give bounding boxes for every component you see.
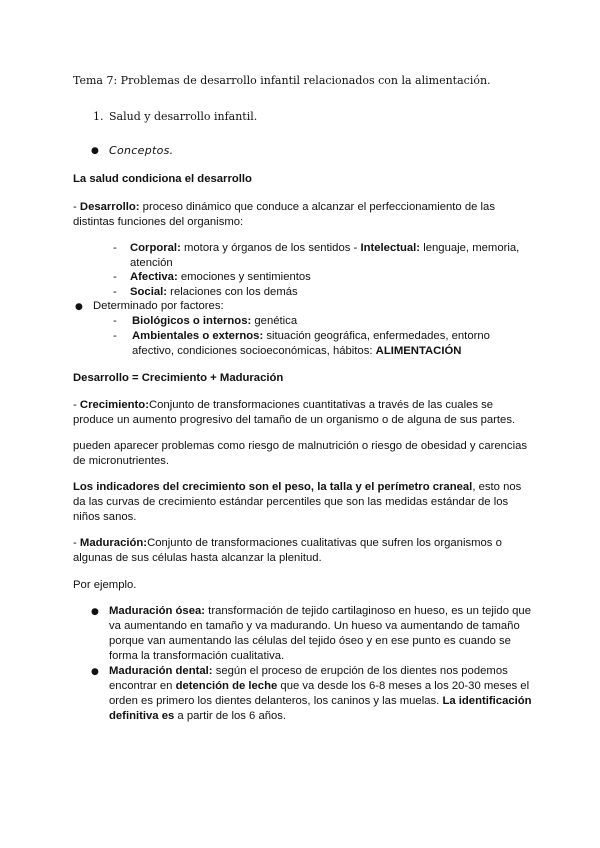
desarrollo-label: Desarrollo: [79, 201, 140, 213]
problemas-line1: pueden aparecer problemas como riesgo de malnutrición o riesgo de obesidad y carencias [73, 440, 528, 452]
example-dental-line2 [109, 678, 529, 694]
example-osea-line4: forma la transformación cualitativa. [109, 650, 285, 662]
dev-item-label: Social: [130, 286, 168, 298]
example-bullet-icon: ● [91, 607, 99, 617]
indicadores-rest: , esto nos [472, 481, 522, 493]
concepts-heading: Conceptos. [109, 144, 174, 157]
factor-cont-bold: ALIMENTACIÓN [375, 345, 462, 357]
dev-item-text: motora y órganos de los sentidos - [180, 242, 361, 254]
crecimiento-text1: Conjunto de transformaciones cuantitativas a través de las cuales se [148, 399, 494, 411]
example-dental-line3 [109, 693, 532, 709]
example-text: que va desde los 6-8 meses a los 20-30 meses el [277, 680, 530, 692]
dev-item-text: relaciones con los demás [167, 286, 298, 298]
indicadores-line3: niños sanos. [73, 511, 137, 523]
dev-item-corporal [130, 240, 519, 256]
dev-item-cont: atención [130, 257, 173, 269]
indicadores-line1 [73, 479, 521, 495]
dev-item-marker: - [113, 271, 117, 283]
desarrollo-line1 [73, 199, 495, 215]
factor-text: genética [251, 315, 298, 327]
crecimiento-label: Crecimiento: [79, 399, 149, 411]
indicadores-bold: Los indicadores del crecimiento son el peso, la talla y el perímetro craneal [73, 481, 473, 493]
dev-item-afectiva [130, 269, 311, 285]
example-text: transformación de tejido cartilaginoso en hueso, es un tejido que [205, 605, 531, 617]
crecimiento-line1 [73, 397, 493, 413]
maduracion-line2: algunas de sus células hasta alcanzar la plenitud. [73, 552, 322, 564]
heading-salud: La salud condiciona el desarrollo [73, 173, 252, 185]
dev-item-marker: - [113, 286, 117, 298]
crecimiento-line2: produce un aumento progresivo del tamaño de un organismo o de alguna de sus partes. [73, 414, 516, 426]
dev-item-text2: lenguaje, memoria, [420, 242, 520, 254]
maduracion-label: Maduración: [79, 537, 148, 549]
factor-label: Ambientales o externos: [132, 330, 264, 342]
dev-item-label: Corporal: [130, 242, 181, 254]
desarrollo-prefix: - [73, 201, 80, 213]
example-osea-line3: porque van aumentando las células del tejido óseo y en ese punto es cuando se [109, 635, 511, 647]
example-osea-line2: va aumentando en tamaño y va madurando. Un hueso va aumentando de tamaño [109, 620, 520, 632]
dev-item-text: emociones y sentimientos [177, 271, 311, 283]
example-bold: definitiva es [109, 710, 175, 722]
dev-item-marker: - [113, 242, 117, 254]
example-dental-line1 [109, 663, 508, 679]
concepts-bullet-icon: ● [91, 146, 99, 156]
factores-bullet-icon: ● [75, 302, 83, 312]
section-number: 1. [93, 110, 104, 123]
maduracion-text1: Conjunto de transformaciones cualitativas que sufren los organismos o [147, 537, 502, 549]
example-label: Maduración ósea: [109, 605, 206, 617]
crecimiento-prefix: - [73, 399, 80, 411]
dev-item-label2: Intelectual: [360, 242, 421, 254]
example-bold: La identificación [442, 695, 532, 707]
formula-heading: Desarrollo = Crecimiento + Maduración [73, 372, 284, 384]
dev-item-label: Afectiva: [130, 271, 178, 283]
factor-marker: - [113, 315, 117, 327]
example-osea-line1 [109, 603, 531, 619]
factor-marker: - [113, 330, 117, 342]
maduracion-line1 [73, 535, 502, 551]
desarrollo-line2: distintas funciones del organismo: [73, 216, 244, 228]
factor-ambientales-cont [132, 343, 461, 359]
example-text: a partir de los 6 años. [174, 710, 287, 722]
document-title: Tema 7: Problemas de desarrollo infantil relacionados con la alimentación. [73, 74, 491, 87]
example-dental-line4 [109, 708, 286, 724]
factores-text: Determinado por factores: [93, 300, 224, 312]
example-text: orden es primero los dientes delanteros, los caninos y las muelas. [109, 695, 443, 707]
factor-biologicos [132, 313, 297, 329]
indicadores-line2: da las curvas de crecimiento estándar percentiles que son las medidas estándar de los [73, 496, 509, 508]
factor-text: situación geográfica, enfermedades, entorno [263, 330, 490, 342]
factor-label: Biológicos o internos: [132, 315, 252, 327]
factor-ambientales [132, 328, 490, 344]
example-bold: detención de leche [175, 680, 278, 692]
example-label: Maduración dental: [109, 665, 213, 677]
example-bullet-icon: ● [91, 667, 99, 677]
example-text: según el proceso de erupción de los dientes nos podemos [212, 665, 508, 677]
section-title: Salud y desarrollo infantil. [109, 110, 258, 123]
desarrollo-text1: proceso dinámico que conduce a alcanzar el perfeccionamiento de las [139, 201, 495, 213]
example-text: encontrar en [109, 680, 176, 692]
maduracion-prefix: - [73, 537, 80, 549]
ejemplo-text: Por ejemplo. [73, 579, 137, 591]
factor-cont-text: afectivo, condiciones socioeconómicas, hábitos: [132, 345, 376, 357]
problemas-line2: de micronutrientes. [73, 455, 170, 467]
